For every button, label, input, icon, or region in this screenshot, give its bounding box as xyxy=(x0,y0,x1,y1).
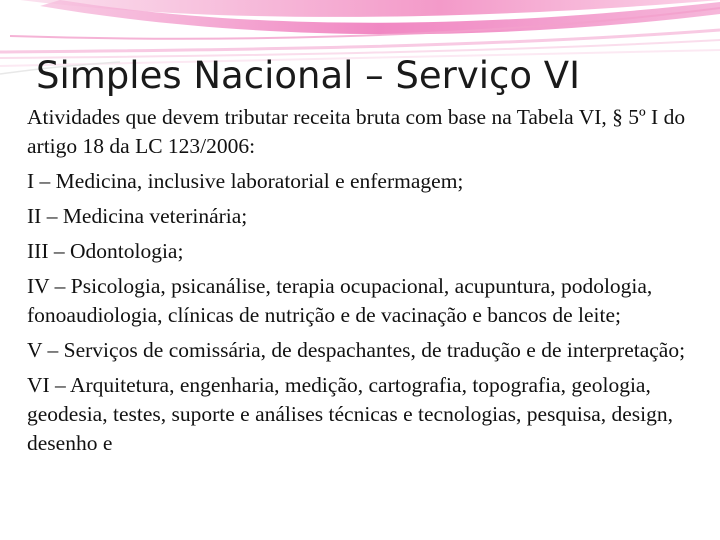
list-item: II – Medicina veterinária; xyxy=(27,204,248,228)
slide-title: Simples Nacional – Serviço VI xyxy=(36,54,581,97)
list-item: III – Odontologia; xyxy=(27,239,184,263)
list-item: V – Serviços de comissária, de despachantes, de tradução e de interpretação; xyxy=(27,338,686,362)
list-item: IV – Psicologia, psicanálise, terapia ocupacional, acupuntura, podologia, fonoaudiologia, clínicas de nutrição e de vacinação e bancos de leite; xyxy=(27,274,653,327)
slide-body xyxy=(27,103,707,464)
intro-paragraph: Atividades que devem tributar receita bruta com base na Tabela VI, § 5º I do artigo 18 da LC 123/2006: xyxy=(27,105,686,158)
list-item: VI – Arquitetura, engenharia, medição, cartografia, topografia, geologia, geodesia, testes, suporte e análises técnicas e tecnologias, pesquisa, design, desenho e xyxy=(27,373,673,455)
list-item: I – Medicina, inclusive laboratorial e enfermagem; xyxy=(27,169,464,193)
